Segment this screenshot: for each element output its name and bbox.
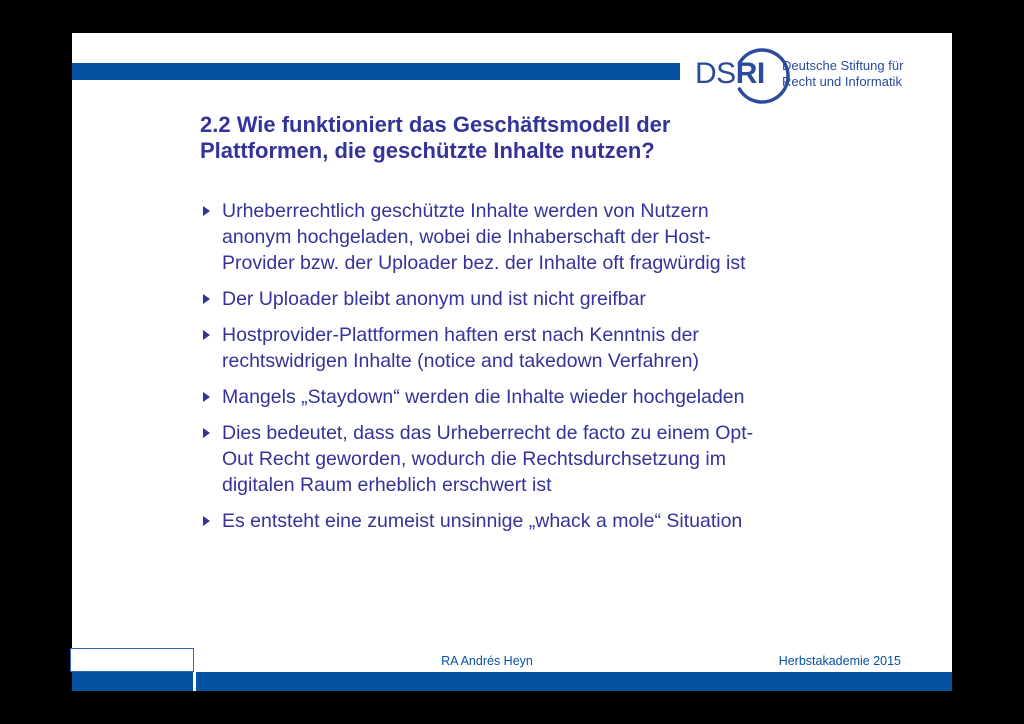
footer-author: RA Andrés Heyn	[441, 654, 533, 668]
dsri-logo	[692, 43, 992, 123]
bullet-line: Urheberrechtlich geschützte Inhalte werden von Nutzern	[222, 200, 709, 222]
bullet-line: Hostprovider-Plattformen haften erst nach Kenntnis der	[222, 324, 699, 346]
bullet-text	[222, 198, 746, 276]
bullet-line: Provider bzw. der Uploader bez. der Inhalte oft fragwürdig ist	[222, 252, 746, 274]
slide-title	[200, 112, 670, 164]
slide-title-line2: Plattformen, die geschützte Inhalte nutzen?	[200, 138, 655, 163]
bullet-triangle-icon	[203, 294, 210, 304]
slide-title-line1: 2.2 Wie funktioniert das Geschäftsmodell der	[200, 112, 671, 137]
org-name-line2: Recht und Informatik	[782, 73, 902, 89]
bullet-triangle-icon	[203, 516, 210, 526]
bullet-line: Dies bedeutet, dass das Urheberrecht de facto zu einem Opt-	[222, 422, 754, 444]
bullet-line: rechtswidrigen Inhalte (notice and takedown Verfahren)	[222, 350, 699, 372]
footer-accent-bar	[72, 672, 952, 691]
dsri-logo-text	[695, 57, 765, 91]
bullet-line: Out Recht geworden, wodurch die Rechtsdurchsetzung im	[222, 448, 727, 470]
bullet-triangle-icon	[203, 330, 210, 340]
dsri-logo-ri: RI	[735, 57, 765, 90]
bullet-line: Es entsteht eine zumeist unsinnige „whack a mole“ Situation	[222, 510, 743, 532]
header-accent-bar	[72, 63, 680, 80]
bullet-line: anonym hochgeladen, wobei die Inhaberschaft der Host-	[222, 226, 711, 248]
bullet-text	[222, 322, 699, 374]
bullet-line: digitalen Raum erheblich erschwert ist	[222, 474, 552, 496]
bullet-line: Der Uploader bleibt anonym und ist nicht greifbar	[222, 288, 646, 310]
bullet-item	[203, 322, 923, 374]
footer-page-box	[70, 648, 194, 672]
bullet-item	[203, 508, 923, 534]
org-name-line1: Deutsche Stiftung für	[782, 58, 904, 73]
dsri-logo-ds: DS	[695, 57, 736, 90]
bullet-item	[203, 420, 923, 498]
bullet-text	[222, 384, 745, 410]
bullet-text	[222, 286, 646, 312]
footer-event: Herbstakademie 2015	[778, 654, 901, 668]
footer-bar-divider	[193, 672, 196, 691]
bullet-item	[203, 198, 923, 276]
bullet-text	[222, 420, 753, 498]
bullet-triangle-icon	[203, 206, 210, 216]
bullet-line: Mangels „Staydown“ werden die Inhalte wieder hochgeladen	[222, 386, 745, 408]
org-name	[782, 58, 903, 89]
bullet-list	[203, 198, 923, 544]
bullet-triangle-icon	[203, 428, 210, 438]
bullet-text	[222, 508, 742, 534]
bullet-item	[203, 384, 923, 410]
bullet-item	[203, 286, 923, 312]
presentation-slide	[72, 33, 952, 691]
bullet-triangle-icon	[203, 392, 210, 402]
